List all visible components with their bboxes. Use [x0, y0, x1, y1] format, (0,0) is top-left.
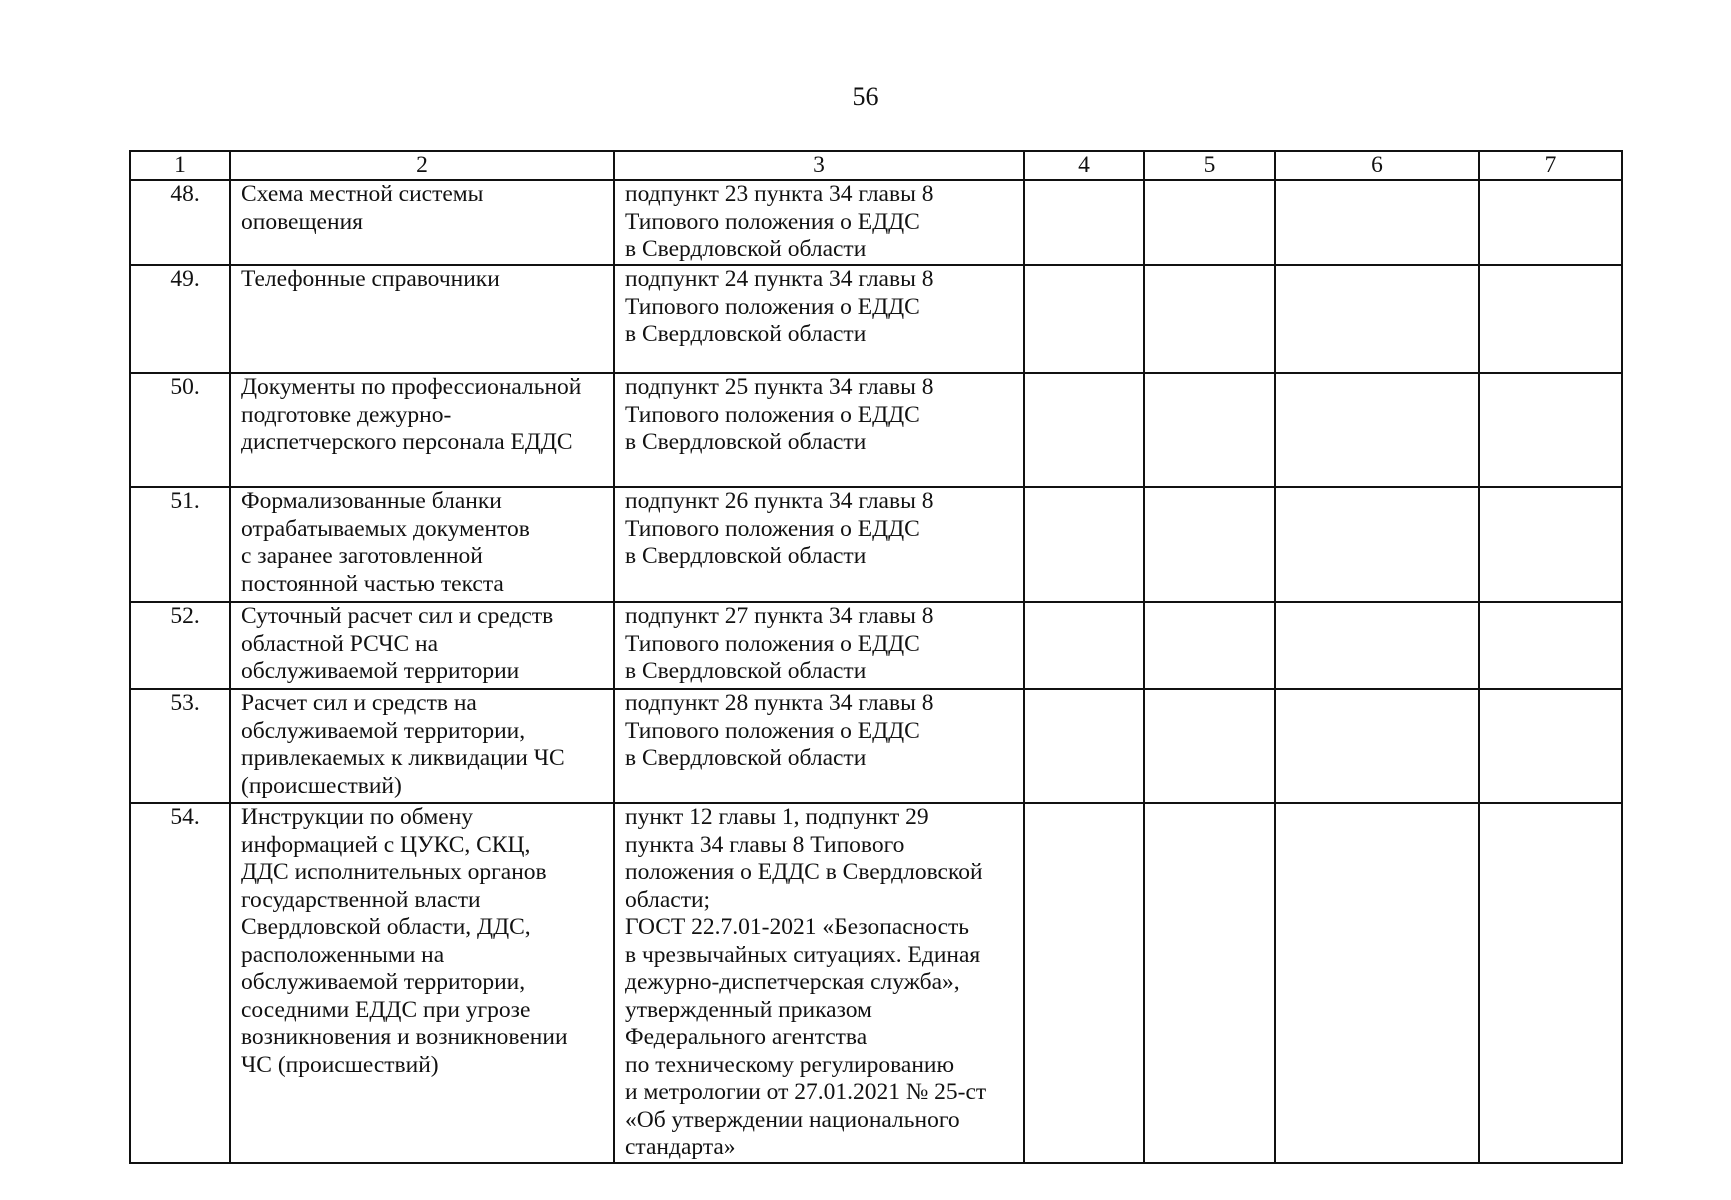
table-row	[130, 487, 1622, 602]
row-number: 51.	[130, 487, 230, 602]
column-header-6: 6	[1275, 151, 1479, 180]
cell-col-6	[1275, 803, 1479, 1163]
cell-col-6	[1275, 373, 1479, 487]
document-name: Инструкции по обмену информацией с ЦУКС, СКЦ, ДДС исполнительных органов государственной власти Свердловской области, ДДС, расположенными на обслуживаемой территории, соседними ЕДДС при угрозе возникновения и возникновении ЧС (происшествий)	[230, 803, 614, 1163]
cell-col-7	[1479, 803, 1622, 1163]
cell-col-6	[1275, 180, 1479, 265]
table-row	[130, 602, 1622, 689]
header-row	[130, 151, 1622, 180]
document-name: Суточный расчет сил и средств областной РСЧС на обслуживаемой территории	[230, 602, 614, 689]
cell-col-7	[1479, 689, 1622, 803]
column-header-4: 4	[1024, 151, 1144, 180]
cell-col-4	[1024, 803, 1144, 1163]
column-header-1: 1	[130, 151, 230, 180]
cell-col-6	[1275, 689, 1479, 803]
legal-basis: подпункт 24 пункта 34 главы 8 Типового положения о ЕДДС в Свердловской области	[614, 265, 1024, 373]
table-row	[130, 265, 1622, 373]
table-row	[130, 180, 1622, 265]
document-name: Расчет сил и средств на обслуживаемой территории, привлекаемых к ликвидации ЧС (происшествий)	[230, 689, 614, 803]
cell-col-7	[1479, 180, 1622, 265]
cell-col-4	[1024, 180, 1144, 265]
cell-col-6	[1275, 265, 1479, 373]
column-header-2: 2	[230, 151, 614, 180]
cell-col-7	[1479, 602, 1622, 689]
document-name: Схема местной системы оповещения	[230, 180, 614, 265]
legal-basis: подпункт 23 пункта 34 главы 8 Типового положения о ЕДДС в Свердловской области	[614, 180, 1024, 265]
cell-col-5	[1144, 265, 1275, 373]
legal-basis: пункт 12 главы 1, подпункт 29 пункта 34 главы 8 Типового положения о ЕДДС в Свердловской области; ГОСТ 22.7.01-2021 «Безопасность в чрезвычайных ситуациях. Единая дежурно-диспетчерская служба», утвержденный приказом Федерального агентства по техническому регулированию и метрологии от 27.01.2021 № 25-ст «Об утверждении национального стандарта»	[614, 803, 1024, 1163]
legal-basis: подпункт 28 пункта 34 главы 8 Типового положения о ЕДДС в Свердловской области	[614, 689, 1024, 803]
legal-basis: подпункт 27 пункта 34 главы 8 Типового положения о ЕДДС в Свердловской области	[614, 602, 1024, 689]
legal-basis: подпункт 25 пункта 34 главы 8 Типового положения о ЕДДС в Свердловской области	[614, 373, 1024, 487]
cell-col-6	[1275, 602, 1479, 689]
column-header-7: 7	[1479, 151, 1622, 180]
cell-col-5	[1144, 689, 1275, 803]
document-table	[129, 150, 1623, 1164]
legal-basis: подпункт 26 пункта 34 главы 8 Типового положения о ЕДДС в Свердловской области	[614, 487, 1024, 602]
cell-col-6	[1275, 487, 1479, 602]
row-number: 48.	[130, 180, 230, 265]
row-number: 54.	[130, 803, 230, 1163]
cell-col-5	[1144, 487, 1275, 602]
cell-col-4	[1024, 373, 1144, 487]
table-row	[130, 803, 1622, 1163]
column-header-3: 3	[614, 151, 1024, 180]
row-number: 52.	[130, 602, 230, 689]
cell-col-7	[1479, 373, 1622, 487]
cell-col-4	[1024, 265, 1144, 373]
cell-col-4	[1024, 487, 1144, 602]
table-row	[130, 373, 1622, 487]
cell-col-4	[1024, 689, 1144, 803]
table-row	[130, 689, 1622, 803]
row-number: 53.	[130, 689, 230, 803]
column-header-5: 5	[1144, 151, 1275, 180]
row-number: 50.	[130, 373, 230, 487]
cell-col-5	[1144, 180, 1275, 265]
cell-col-4	[1024, 602, 1144, 689]
page-number: 56	[852, 82, 879, 111]
cell-col-5	[1144, 373, 1275, 487]
cell-col-7	[1479, 487, 1622, 602]
row-number: 49.	[130, 265, 230, 373]
document-name: Телефонные справочники	[230, 265, 614, 373]
document-name: Документы по профессиональной подготовке дежурно- диспетчерского персонала ЕДДС	[230, 373, 614, 487]
cell-col-7	[1479, 265, 1622, 373]
document-name: Формализованные бланки отрабатываемых документов с заранее заготовленной постоянной частью текста	[230, 487, 614, 602]
cell-col-5	[1144, 602, 1275, 689]
cell-col-5	[1144, 803, 1275, 1163]
